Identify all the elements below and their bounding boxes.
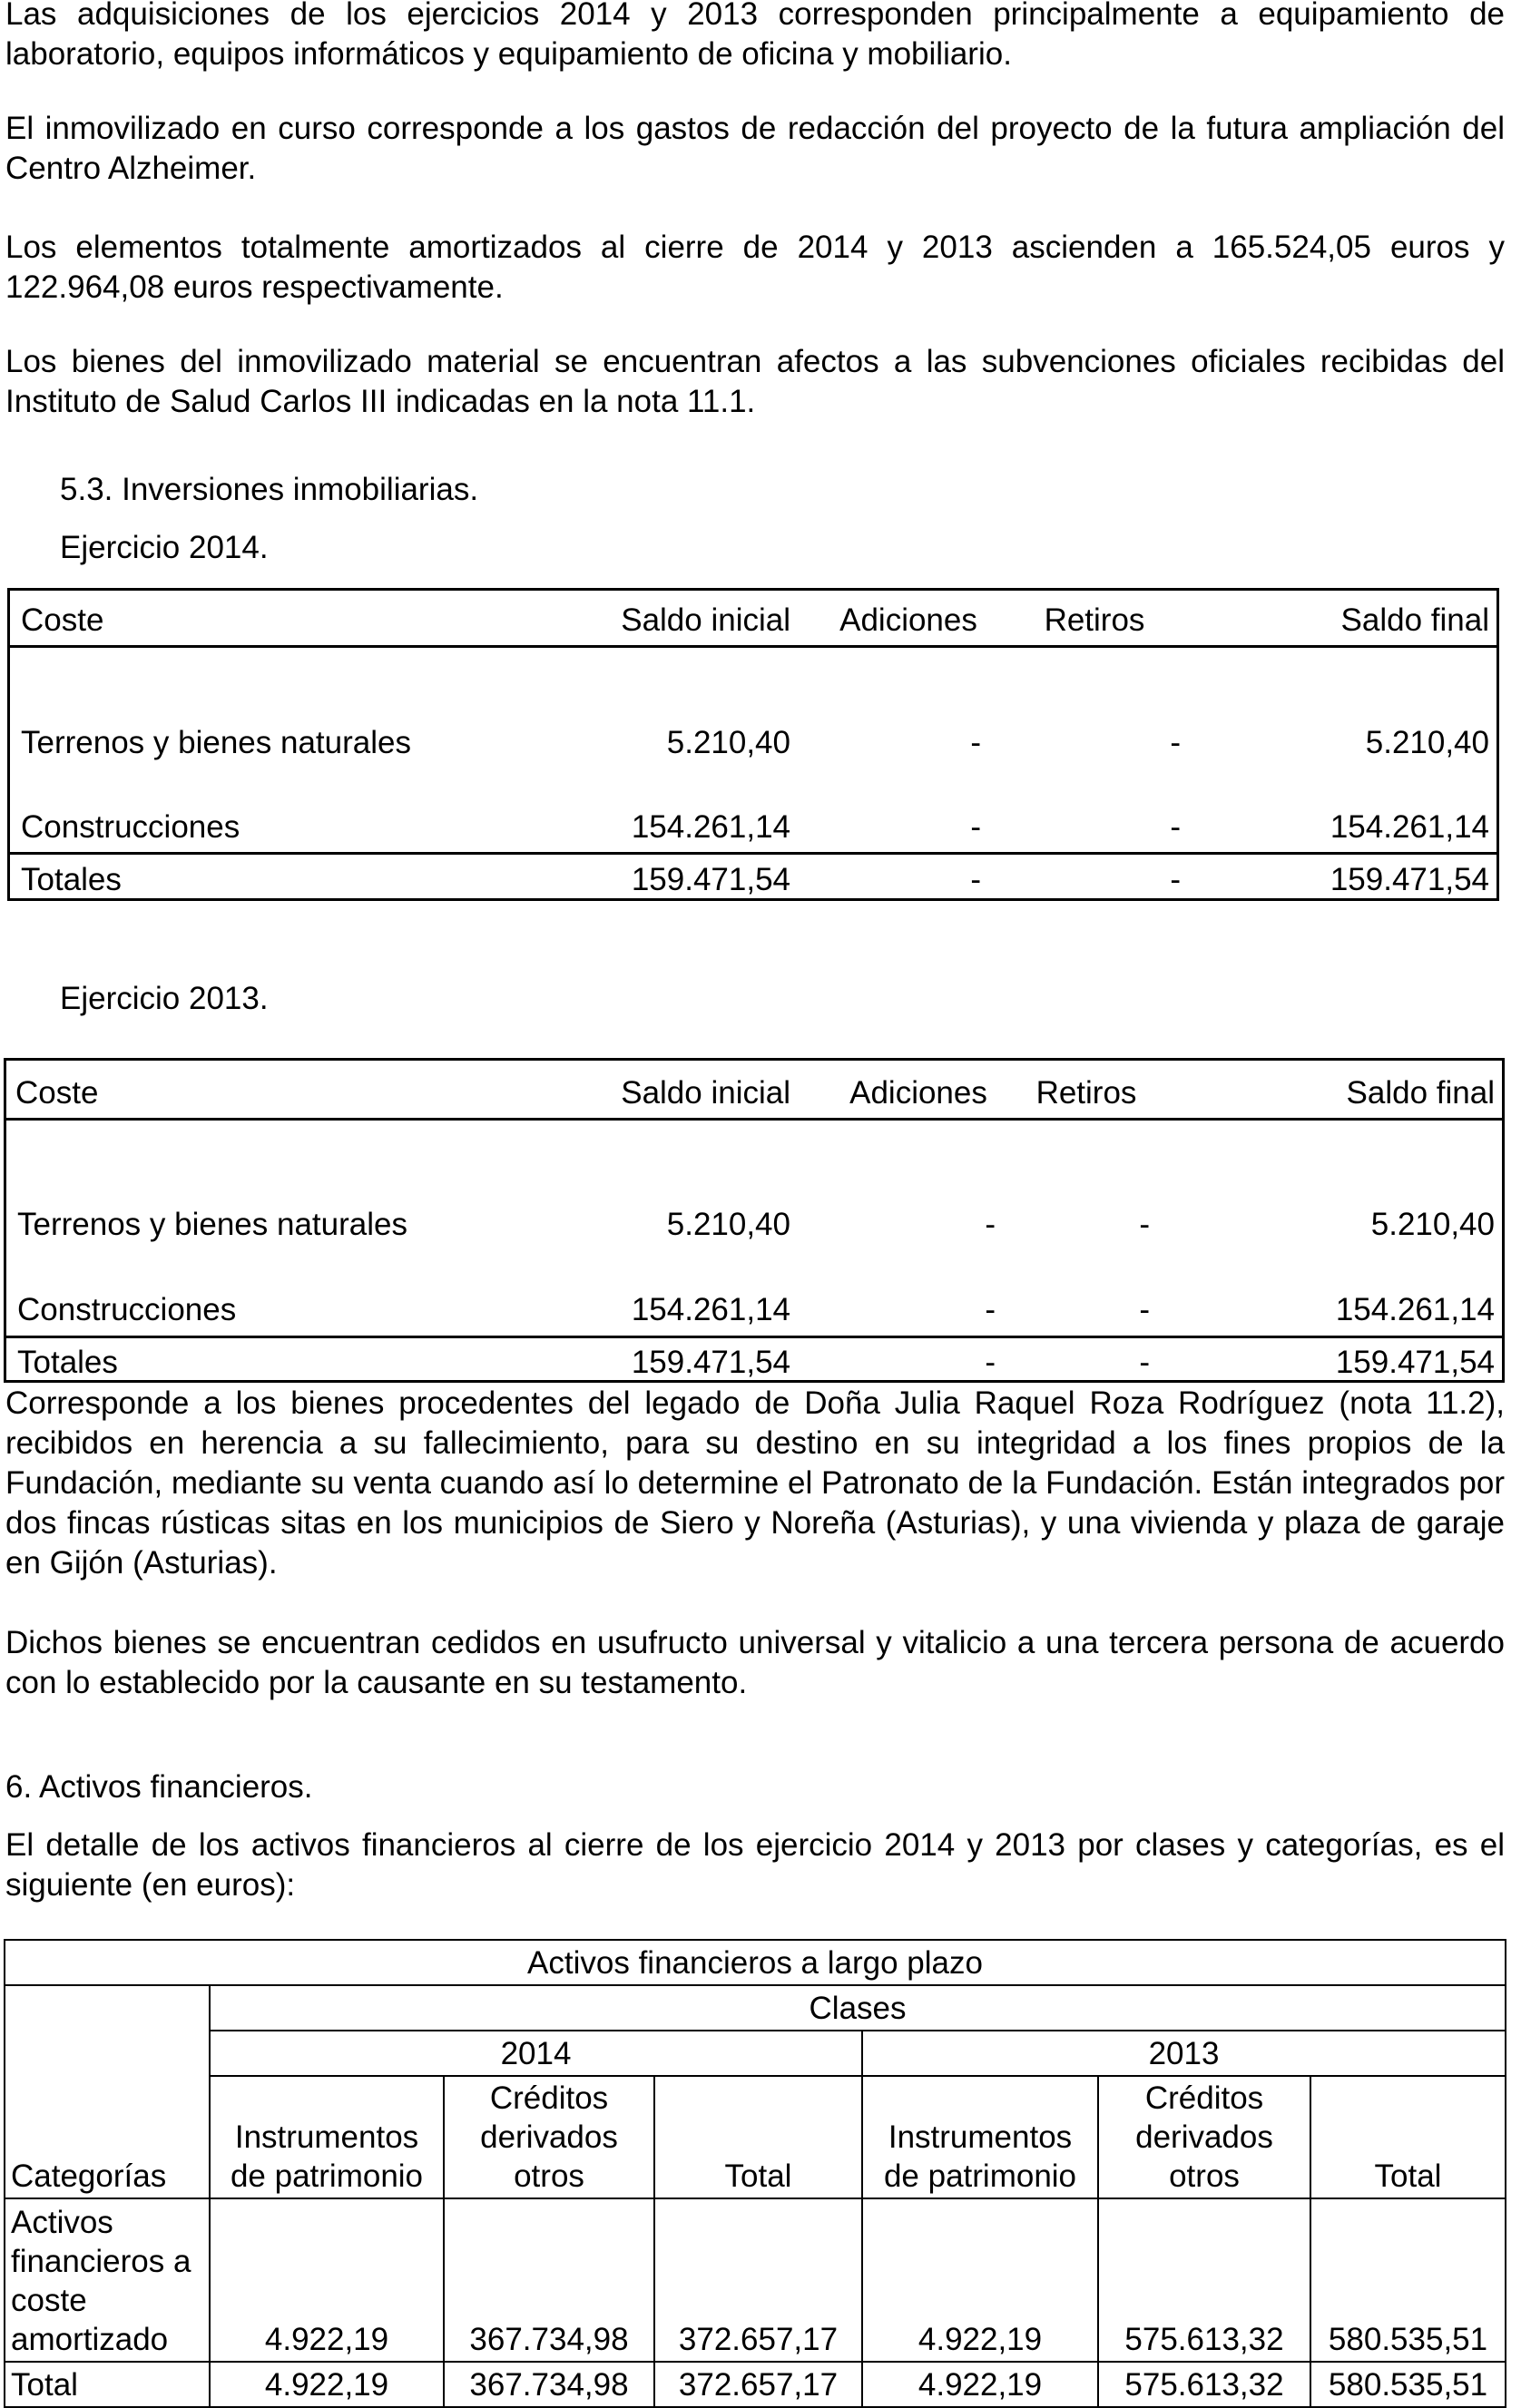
header-saldo-inicial: Saldo inicial [621, 1075, 790, 1111]
header-coste: Coste [21, 602, 104, 638]
row-construcciones-label: Construcciones [21, 809, 240, 845]
table-row [5, 2198, 1506, 2362]
row-total-instr-2014: 4.922,19 [210, 2362, 444, 2407]
header-saldo-final: Saldo final [1346, 1075, 1495, 1111]
header-categorias: Categorías [5, 1985, 210, 2198]
row-terrenos-label: Terrenos y bienes naturales [17, 1207, 407, 1242]
header-total-2014: Total [654, 2076, 862, 2198]
row-construcciones-retiros: - [1170, 809, 1181, 845]
header-retiros: Retiros [1044, 602, 1145, 638]
row-construcciones-saldo-inicial: 154.261,14 [631, 809, 790, 845]
row-terrenos-retiros: - [1170, 725, 1181, 760]
table-inversiones-2014 [7, 588, 1499, 901]
row-terrenos-adiciones: - [985, 1207, 996, 1242]
row-terrenos-saldo-inicial: 5.210,40 [666, 725, 790, 760]
table-inversiones-2013 [4, 1058, 1505, 1383]
header-retiros: Retiros [1035, 1075, 1137, 1111]
table-activos-financieros [4, 1939, 1506, 2408]
row-totales-label: Totales [17, 1345, 118, 1380]
row-totales-saldo-final: 159.471,54 [1335, 1345, 1495, 1380]
header-total-2013: Total [1310, 2076, 1506, 2198]
row-totales-saldo-inicial: 159.471,54 [631, 1345, 790, 1380]
row-totales-saldo-final: 159.471,54 [1330, 862, 1489, 897]
header-adiciones: Adiciones [849, 1075, 987, 1111]
table-title: Activos financieros a largo plazo [5, 1940, 1506, 1985]
header-creditos-2014: Créditos derivados otros [444, 2076, 654, 2198]
row-terrenos-saldo-final: 5.210,40 [1365, 725, 1489, 760]
row-totales-adiciones: - [970, 862, 981, 897]
header-clases: Clases [210, 1985, 1506, 2031]
section-5-3-title: 5.3. Inversiones inmobiliarias. [60, 472, 479, 507]
exercise-2013-label: Ejercicio 2013. [60, 981, 269, 1016]
paragraph-detalle-activos: El detalle de los activos financieros al cierre de los ejercicio 2014 y 2013 por clases y categorías, es el siguiente (en euros): [5, 1827, 1505, 1903]
row-construcciones-retiros: - [1139, 1292, 1150, 1327]
row-construcciones-saldo-final: 154.261,14 [1330, 809, 1489, 845]
header-saldo-final: Saldo final [1340, 602, 1489, 638]
row-total-total-2013: 580.535,51 [1310, 2362, 1506, 2407]
row-construcciones-saldo-inicial: 154.261,14 [631, 1292, 790, 1327]
header-coste: Coste [15, 1075, 99, 1111]
row-coste-amortizado-instr-2014: 4.922,19 [210, 2198, 444, 2362]
row-construcciones-adiciones: - [970, 809, 981, 845]
row-construcciones-saldo-final: 154.261,14 [1335, 1292, 1495, 1327]
table-row [5, 2362, 1506, 2407]
header-instrumentos-2014: Instrumentos de patrimonio [210, 2076, 444, 2198]
paragraph-legado: Corresponde a los bienes procedentes del legado de Doña Julia Raquel Roza Rodríguez (nota 11.2), recibidos en herencia a su fallecimiento, para su destino en su integridad a los fines propios de la Fundación, mediante su venta cuando así lo determine el Patronato de la Fundación. Están integrados por dos fincas rústicas sitas en los municipios de Siero y Noreña (Asturias), y una vivienda y plaza de garaje en Gijón (Asturias). [5, 1385, 1505, 1581]
row-construcciones-adiciones: - [985, 1292, 996, 1327]
row-coste-amortizado-cred-2014: 367.734,98 [444, 2198, 654, 2362]
paragraph-inmovilizado-curso: El inmovilizado en curso corresponde a los gastos de redacción del proyecto de la futura ampliación del Centro Alzheimer. [5, 111, 1505, 186]
row-terrenos-label: Terrenos y bienes naturales [21, 725, 411, 760]
row-totales-retiros: - [1170, 862, 1181, 897]
row-total-label: Total [5, 2362, 210, 2407]
paragraph-amortizados: Los elementos totalmente amortizados al cierre de 2014 y 2013 ascienden a 165.524,05 euros y 122.964,08 euros respectivamente. [5, 230, 1505, 305]
row-total-total-2014: 372.657,17 [654, 2362, 862, 2407]
header-saldo-inicial: Saldo inicial [621, 602, 790, 638]
row-totales-retiros: - [1139, 1345, 1150, 1380]
row-construcciones-label: Construcciones [17, 1292, 237, 1327]
header-creditos-2013: Créditos derivados otros [1098, 2076, 1310, 2198]
row-coste-amortizado-total-2014: 372.657,17 [654, 2198, 862, 2362]
row-terrenos-saldo-inicial: 5.210,40 [666, 1207, 790, 1242]
header-instrumentos-2013: Instrumentos de patrimonio [862, 2076, 1098, 2198]
exercise-2014-label: Ejercicio 2014. [60, 530, 269, 565]
row-coste-amortizado-cred-2013: 575.613,32 [1098, 2198, 1310, 2362]
paragraph-adquisiciones: Las adquisiciones de los ejercicios 2014 y 2013 corresponden principalmente a equipamiento de laboratorio, equipos informáticos y equipamiento de oficina y mobiliario. [5, 0, 1505, 72]
row-total-cred-2014: 367.734,98 [444, 2362, 654, 2407]
row-terrenos-saldo-final: 5.210,40 [1370, 1207, 1495, 1242]
section-6-title: 6. Activos financieros. [5, 1769, 313, 1805]
header-adiciones: Adiciones [839, 602, 977, 638]
row-terrenos-retiros: - [1139, 1207, 1150, 1242]
row-terrenos-adiciones: - [970, 725, 981, 760]
paragraph-subvenciones: Los bienes del inmovilizado material se encuentran afectos a las subvenciones oficiales recibidas del Instituto de Salud Carlos III indicadas en la nota 11.1. [5, 344, 1505, 419]
row-coste-amortizado-label: Activos financieros a coste amortizado [5, 2198, 210, 2362]
row-totales-saldo-inicial: 159.471,54 [631, 862, 790, 897]
row-total-instr-2013: 4.922,19 [862, 2362, 1098, 2407]
row-total-cred-2013: 575.613,32 [1098, 2362, 1310, 2407]
row-totales-label: Totales [21, 862, 122, 897]
header-year-2014: 2014 [210, 2031, 862, 2076]
header-year-2013: 2013 [862, 2031, 1506, 2076]
row-totales-adiciones: - [985, 1345, 996, 1380]
paragraph-usufructo: Dichos bienes se encuentran cedidos en usufructo universal y vitalicio a una tercera persona de acuerdo con lo establecido por la causante en su testamento. [5, 1625, 1505, 1700]
row-coste-amortizado-instr-2013: 4.922,19 [862, 2198, 1098, 2362]
row-coste-amortizado-total-2013: 580.535,51 [1310, 2198, 1506, 2362]
